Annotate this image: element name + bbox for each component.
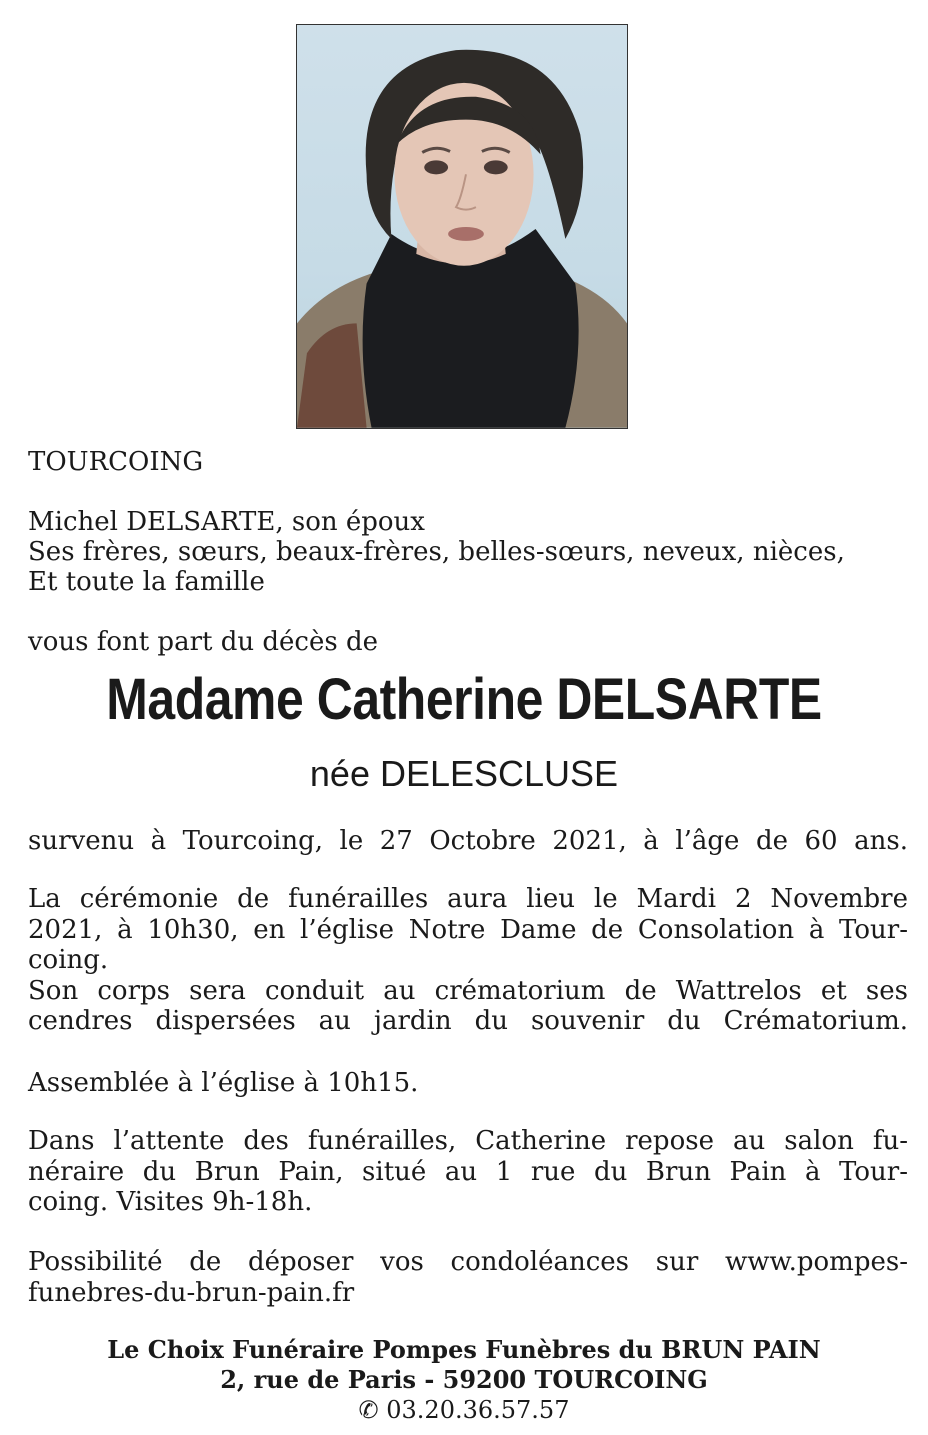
visit-line-1: Dans l’attente des funérailles, Catherine repose au salon fu-	[28, 1126, 908, 1156]
condolences-link[interactable]: funebres-du-brun-pain.fr	[28, 1277, 355, 1308]
visit-line-3: coing. Visites 9h-18h.	[28, 1187, 313, 1217]
ceremony-line-3: coing.	[28, 945, 109, 975]
death-paragraph	[28, 826, 908, 857]
family-line-3: Et toute la famille	[28, 567, 265, 597]
ceremony-line-5: cendres dispersées au jardin du souvenir du Crématorium.	[28, 1006, 908, 1036]
ceremony-line-1: La cérémonie de funérailles aura lieu le Mardi 2 Novembre	[28, 884, 908, 914]
family-line-2: Ses frères, sœurs, beaux-frères, belles-sœurs, neveux, nièces,	[28, 537, 845, 567]
funeral-phone: ✆ 03.20.36.57.57	[358, 1396, 570, 1424]
condolences-paragraph	[28, 1247, 908, 1308]
maiden-name: née DELESCLUSE	[309, 753, 619, 794]
funeral-company: Le Choix Funéraire Pompes Funèbres du BRUN PAIN	[107, 1335, 821, 1364]
portrait-photo	[296, 24, 628, 429]
deceased-name: Madame Catherine DELSARTE	[106, 667, 822, 732]
visit-line-2: néraire du Brun Pain, situé au 1 rue du Brun Pain à Tour-	[28, 1156, 908, 1187]
city-heading: TOURCOING	[28, 447, 204, 477]
assembly-text: Assemblée à l’église à 10h15.	[28, 1068, 419, 1098]
visit-paragraph	[28, 1126, 908, 1218]
ceremony-paragraph	[28, 884, 908, 1037]
condolences-line-1: Possibilité de déposer vos condoléances sur www.pompes-	[28, 1247, 908, 1277]
death-line: survenu à Tourcoing, le 27 Octobre 2021, à l’âge de 60 ans.	[28, 826, 908, 856]
announce-text: vous font part du décès de	[28, 627, 378, 657]
portrait-icon	[297, 25, 627, 428]
ceremony-line-2: 2021, à 10h30, en l’église Notre Dame de Consolation à Tour-	[28, 914, 908, 945]
funeral-address: 2, rue de Paris - 59200 TOURCOING	[220, 1365, 708, 1394]
ceremony-line-4: Son corps sera conduit au crématorium de Wattrelos et ses	[28, 975, 908, 1006]
family-line-1: Michel DELSARTE, son époux	[28, 507, 425, 537]
